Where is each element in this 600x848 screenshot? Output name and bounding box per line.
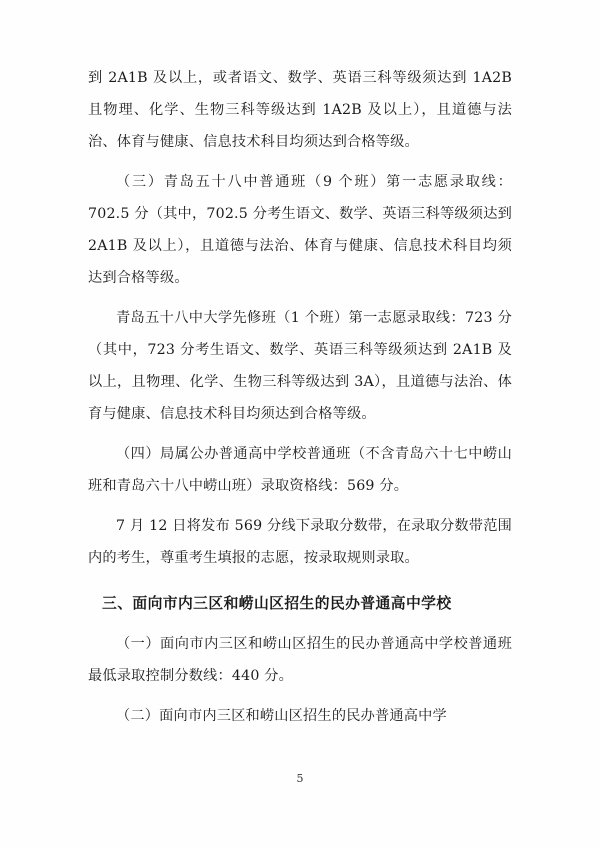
paragraph-score-band-notice: 7 月 12 日将发布 569 分线下录取分数带，在录取分数带范围内的考生，尊重考生填报的志愿，按录取规则录取。 (88, 518, 512, 566)
paragraph-gap (88, 502, 512, 510)
paragraph-gap (88, 294, 512, 302)
paragraph-section-three-item-3: （三）青岛五十八中普通班（9 个班）第一志愿录取线：702.5 分（其中，702.5 分考生语文、数学、英语三科等级须达到 2A1B 及以上），且道德与法治、体育与健康、信息技术科目均须达到合格等级。 (88, 174, 512, 286)
paragraph-gap (88, 692, 512, 700)
section-heading-three: 三、面向市内三区和崂山区招生的民办普通高中学校 (102, 595, 452, 612)
paragraph-gap (88, 430, 512, 438)
heading-gap-below (88, 620, 512, 628)
heading-gap-above (88, 574, 512, 588)
paragraph-advanced-class: 青岛五十八中大学先修班（1 个班）第一志愿录取线：723 分（其中，723 分考生语文、数学、英语三科等级须达到 2A1B 及以上，且物理、化学、生物三科等级达到 3A），且道德与法治、体育与健康、信息技术科目均须达到合格等级。 (88, 310, 512, 422)
paragraph-section-three-item-4: （四）局属公办普通高中学校普通班（不含青岛六十七中崂山班和青岛六十八中崂山班）录取资格线：569 分。 (88, 446, 512, 494)
page-number: 5 (296, 772, 304, 785)
paragraph-continuation: 到 2A1B 及以上，或者语文、数学、英语三科等级须达到 1A2B 且物理、化学、生物三科等级达到 1A2B 及以上），且道德与法治、体育与健康、信息技术科目均须达到合格等级。 (88, 70, 512, 150)
paragraph-private-school-item-2: （二）面向市内三区和崂山区招生的民办普通高中学 (116, 708, 447, 724)
document-body (88, 62, 512, 732)
paragraph-private-school-item-1: （一）面向市内三区和崂山区招生的民办普通高中学校普通班最低录取控制分数线：440 分。 (88, 636, 512, 684)
paragraph-gap (88, 158, 512, 166)
